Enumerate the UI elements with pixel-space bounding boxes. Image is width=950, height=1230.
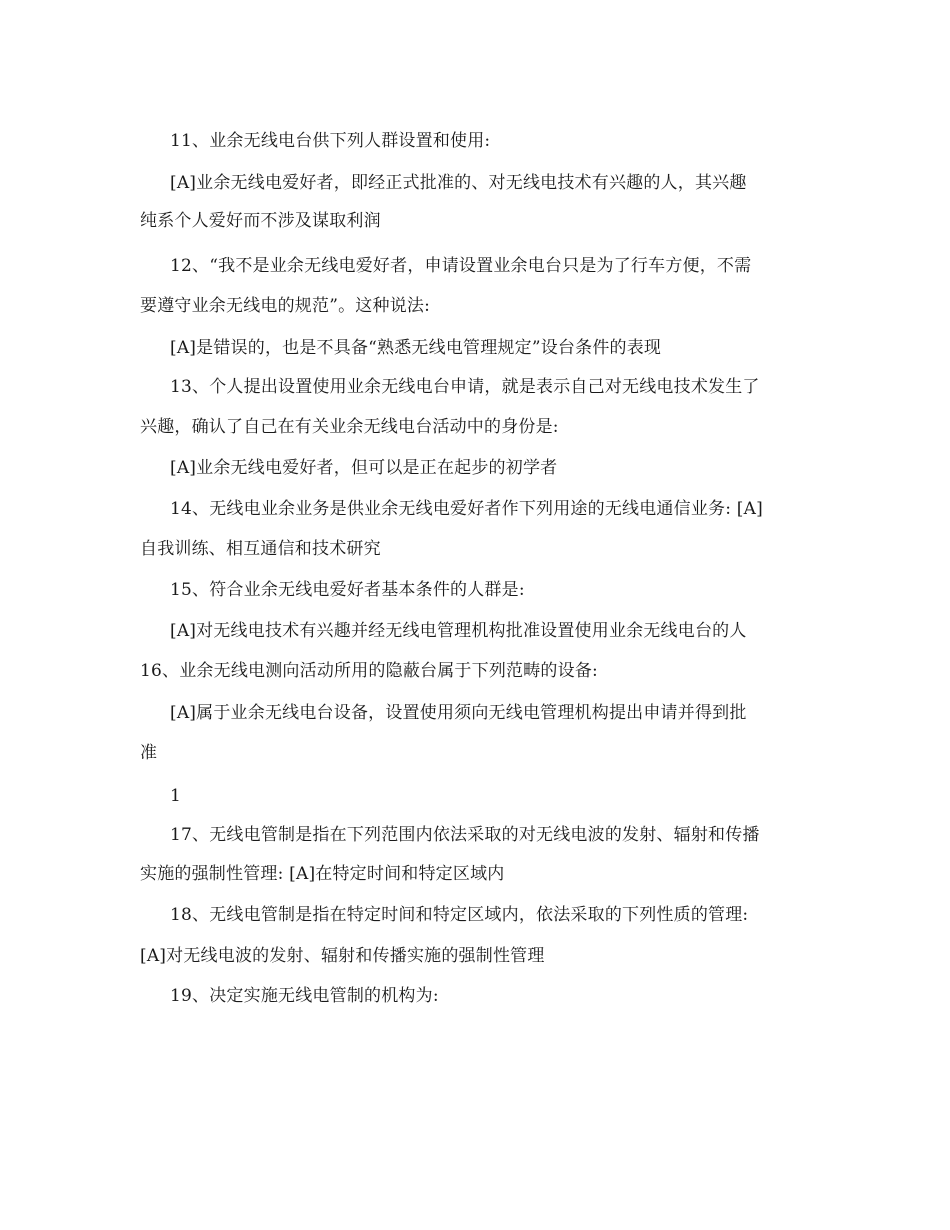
answer-11-line-1: [A]业余无线电爱好者，即经正式批准的、对无线电技术有兴趣的人，其兴趣 [170, 173, 747, 193]
page-number: 1 [170, 786, 182, 806]
question-18-line-1: 18、无线电管制是指在特定时间和特定区域内，依法采取的下列性质的管理: [170, 905, 749, 925]
question-14-line-1: 14、无线电业余业务是供业余无线电爱好者作下列用途的无线电通信业务: [A] [170, 499, 763, 519]
answer-16-line-2: 准 [140, 743, 158, 763]
question-15: 15、符合业余无线电爱好者基本条件的人群是: [170, 580, 525, 600]
question-17-line-1: 17、无线电管制是指在下列范围内依法采取的对无线电波的发射、辐射和传播 [170, 825, 760, 845]
question-18-line-2: [A]对无线电波的发射、辐射和传播实施的强制性管理 [140, 946, 545, 966]
question-12-line-1: 12、“我不是业余无线电爱好者，申请设置业余电台只是为了行车方便，不需 [170, 256, 752, 276]
question-12-line-2: 要遵守业余无线电的规范”。这种说法: [140, 296, 431, 316]
question-13-line-1: 13、个人提出设置使用业余无线电台申请，就是表示自己对无线电技术发生了 [170, 377, 760, 397]
question-17-line-2: 实施的强制性管理: [A]在特定时间和特定区域内 [140, 864, 505, 884]
question-14-line-2: 自我训练、相互通信和技术研究 [140, 539, 381, 559]
answer-13: [A]业余无线电爱好者，但可以是正在起步的初学者 [170, 458, 558, 478]
question-13-line-2: 兴趣，确认了自己在有关业余无线电台活动中的身份是: [140, 417, 559, 437]
answer-12: [A]是错误的，也是不具备“熟悉无线电管理规定”设台条件的表现 [170, 338, 662, 358]
question-19: 19、决定实施无线电管制的机构为: [170, 986, 439, 1006]
answer-15: [A]对无线电技术有兴趣并经无线电管理机构批准设置使用业余无线电台的人 [170, 621, 747, 641]
answer-16-line-1: [A]属于业余无线电台设备，设置使用须向无线电管理机构提出申请并得到批 [170, 703, 747, 723]
answer-11-line-2: 纯系个人爱好而不涉及谋取利润 [140, 211, 381, 231]
question-11: 11、业余无线电台供下列人群设置和使用: [170, 131, 491, 151]
question-16: 16、业余无线电测向活动所用的隐蔽台属于下列范畴的设备: [140, 661, 598, 681]
